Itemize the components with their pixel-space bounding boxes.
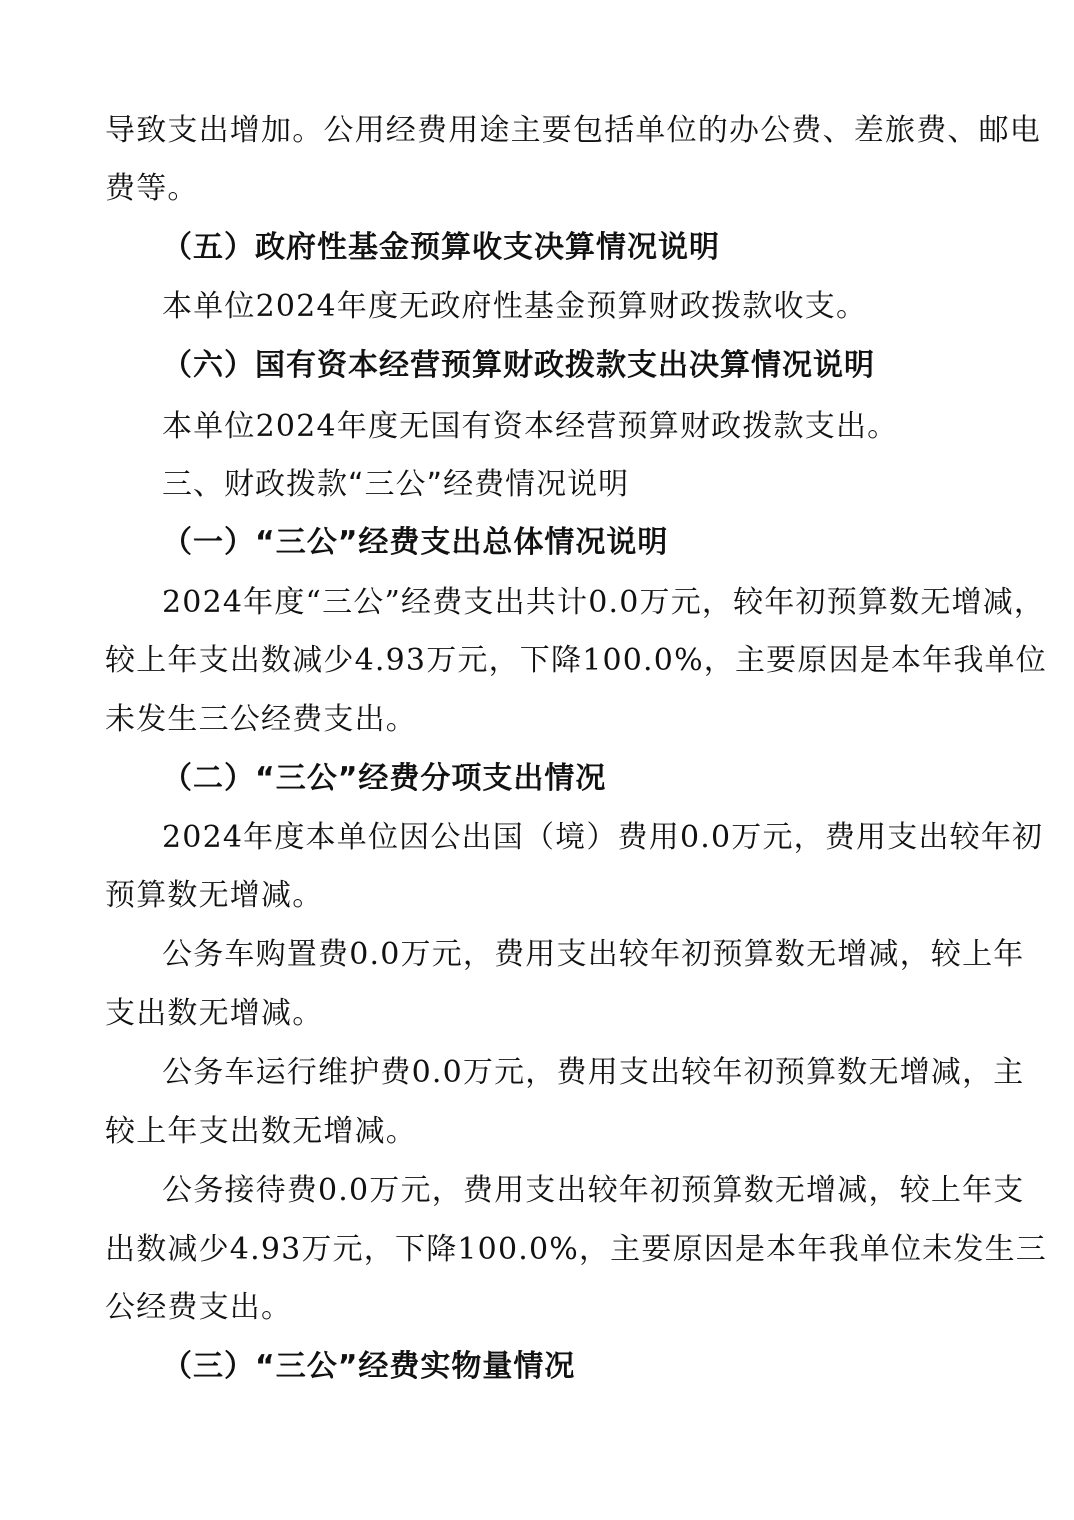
paragraph-line: 2024年度本单位因公出国（境）费用0.0万元，费用支出较年初 xyxy=(162,820,1044,855)
paragraph-line: 公务车购置费0.0万元，费用支出较年初预算数无增减，较上年 xyxy=(162,937,1025,972)
paragraph-line: 出数减少4.93万元，下降100.0%，主要原因是本年我单位未发生三 xyxy=(105,1232,1047,1267)
chapter-heading: 三、财政拨款“三公”经费情况说明 xyxy=(162,467,630,502)
paragraph-line: 较上年支出数无增减。 xyxy=(105,1114,417,1149)
paragraph-line: 公经费支出。 xyxy=(105,1290,293,1325)
section-heading: （一）“三公”经费支出总体情况说明 xyxy=(162,525,669,560)
paragraph-line: 支出数无增减。 xyxy=(105,996,324,1031)
paragraph-line: 预算数无增减。 xyxy=(105,878,324,913)
paragraph-line: 公务车运行维护费0.0万元，费用支出较年初预算数无增减，主 xyxy=(162,1055,1025,1090)
paragraph-line: 未发生三公经费支出。 xyxy=(105,702,417,737)
section-heading: （二）“三公”经费分项支出情况 xyxy=(162,761,607,796)
paragraph-line: 公务接待费0.0万元，费用支出较年初预算数无增减，较上年支 xyxy=(162,1173,1025,1208)
section-heading: （三）“三公”经费实物量情况 xyxy=(162,1349,576,1384)
section-heading: （五）政府性基金预算收支决算情况说明 xyxy=(162,230,720,265)
paragraph-line: 导致支出增加。公用经费用途主要包括单位的办公费、差旅费、邮电 xyxy=(105,113,1041,148)
paragraph-line: 2024年度“三公”经费支出共计0.0万元，较年初预算数无增减， xyxy=(162,585,1046,620)
paragraph-line: 费等。 xyxy=(105,171,199,206)
section-heading: （六）国有资本经营预算财政拨款支出决算情况说明 xyxy=(162,348,875,383)
paragraph-line: 较上年支出数减少4.93万元，下降100.0%，主要原因是本年我单位 xyxy=(105,643,1047,678)
paragraph-line: 本单位2024年度无国有资本经营预算财政拨款支出。 xyxy=(162,409,899,444)
paragraph-line: 本单位2024年度无政府性基金预算财政拨款收支。 xyxy=(162,289,868,324)
